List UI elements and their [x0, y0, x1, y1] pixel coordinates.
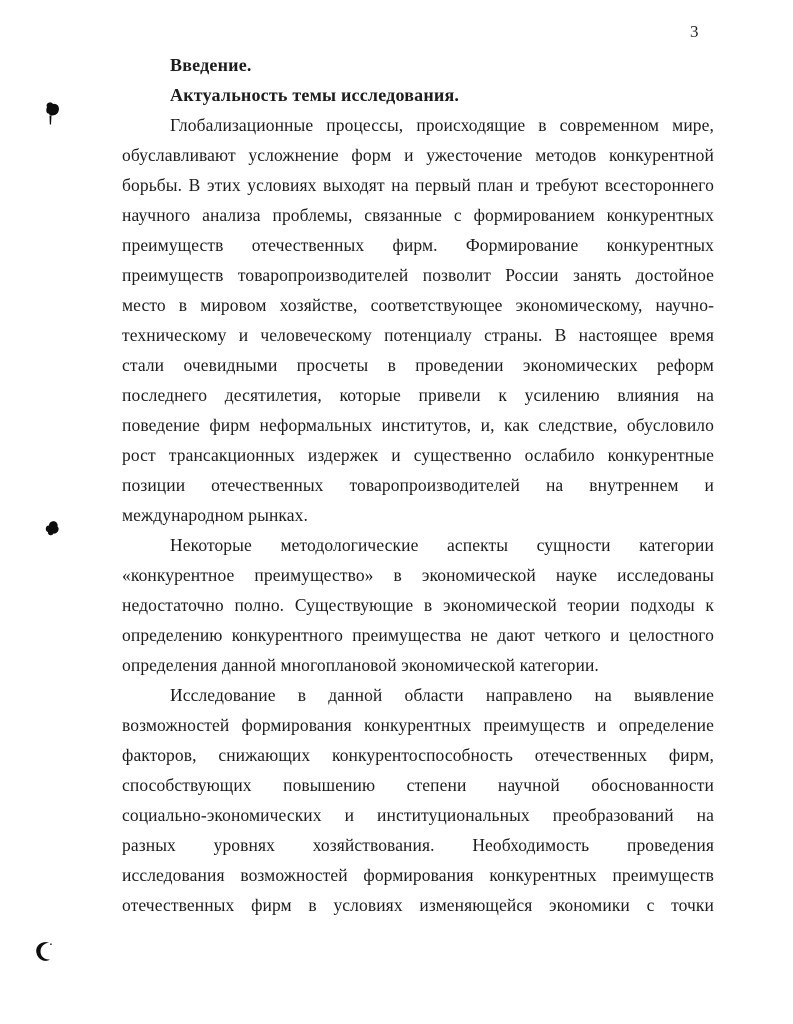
- text-line: исследования возможностей формирования конкурентных преимуществ: [122, 865, 714, 885]
- body-paragraphs: [122, 110, 714, 920]
- text-line: Глобализационные процессы, происходящие в современном мире,: [170, 115, 714, 135]
- ink-crescent-bottom-icon: [34, 940, 54, 964]
- text-line: способствующих повышению степени научной обоснованности: [122, 775, 714, 795]
- text-line: недостаточно полно. Существующие в экономической теории подходы к: [122, 595, 714, 615]
- text-line: борьбы. В этих условиях выходят на первый план и требуют всестороннего: [122, 175, 714, 195]
- ink-blot-middle-icon: [44, 520, 61, 539]
- text-line: «конкурентное преимущество» в экономической науке исследованы: [122, 565, 714, 585]
- text-line: поведение фирм неформальных институтов, и, как следствие, обусловило: [122, 415, 714, 435]
- paragraph: [122, 530, 714, 680]
- text-line: обуславливают усложнение форм и ужесточение методов конкурентной: [122, 145, 714, 165]
- text-line: социально-экономических и институциональных преобразований на: [122, 805, 714, 825]
- text-line: определению конкурентного преимущества не дают четкого и целостного: [122, 625, 714, 645]
- text-line: позиции отечественных товаропроизводителей на внутреннем и: [122, 475, 714, 495]
- text-line: возможностей формирования конкурентных преимуществ и определение: [122, 715, 714, 735]
- text-line: научного анализа проблемы, связанные с формированием конкурентных: [122, 205, 714, 225]
- text-line: определения данной многоплановой экономической категории.: [122, 655, 599, 675]
- text-line: факторов, снижающих конкурентоспособность отечественных фирм,: [122, 745, 714, 765]
- text-line: стали очевидными просчеты в проведении экономических реформ: [122, 355, 714, 375]
- text-line: техническому и человеческому потенциалу страны. В настоящее время: [122, 325, 714, 345]
- text-line: Исследование в данной области направлено на выявление: [170, 685, 714, 705]
- text-line: отечественных фирм в условиях изменяющейся экономики с точки: [122, 895, 714, 915]
- paragraph: [122, 110, 714, 530]
- text-line: разных уровнях хозяйствования. Необходимость проведения: [122, 835, 714, 855]
- text-line: международном рынках.: [122, 505, 308, 525]
- paragraph: [122, 680, 714, 920]
- heading-topic-relevance: Актуальность темы исследования.: [170, 85, 460, 105]
- text-line: преимуществ товаропроизводителей позволит России занять достойное: [122, 265, 714, 285]
- text-line: преимуществ отечественных фирм. Формирование конкурентных: [122, 235, 714, 255]
- ink-blot-top-icon: [40, 100, 61, 127]
- text-line: место в мировом хозяйстве, соответствующее экономическому, научно-: [122, 295, 714, 315]
- page-content: [122, 50, 714, 920]
- heading-introduction: Введение.: [170, 55, 252, 75]
- text-line: рост трансакционных издержек и существенно ослабило конкурентные: [122, 445, 714, 465]
- page-number: 3: [690, 22, 699, 41]
- text-line: Некоторые методологические аспекты сущности категории: [170, 535, 714, 555]
- text-line: последнего десятилетия, которые привели к усилению влияния на: [122, 385, 714, 405]
